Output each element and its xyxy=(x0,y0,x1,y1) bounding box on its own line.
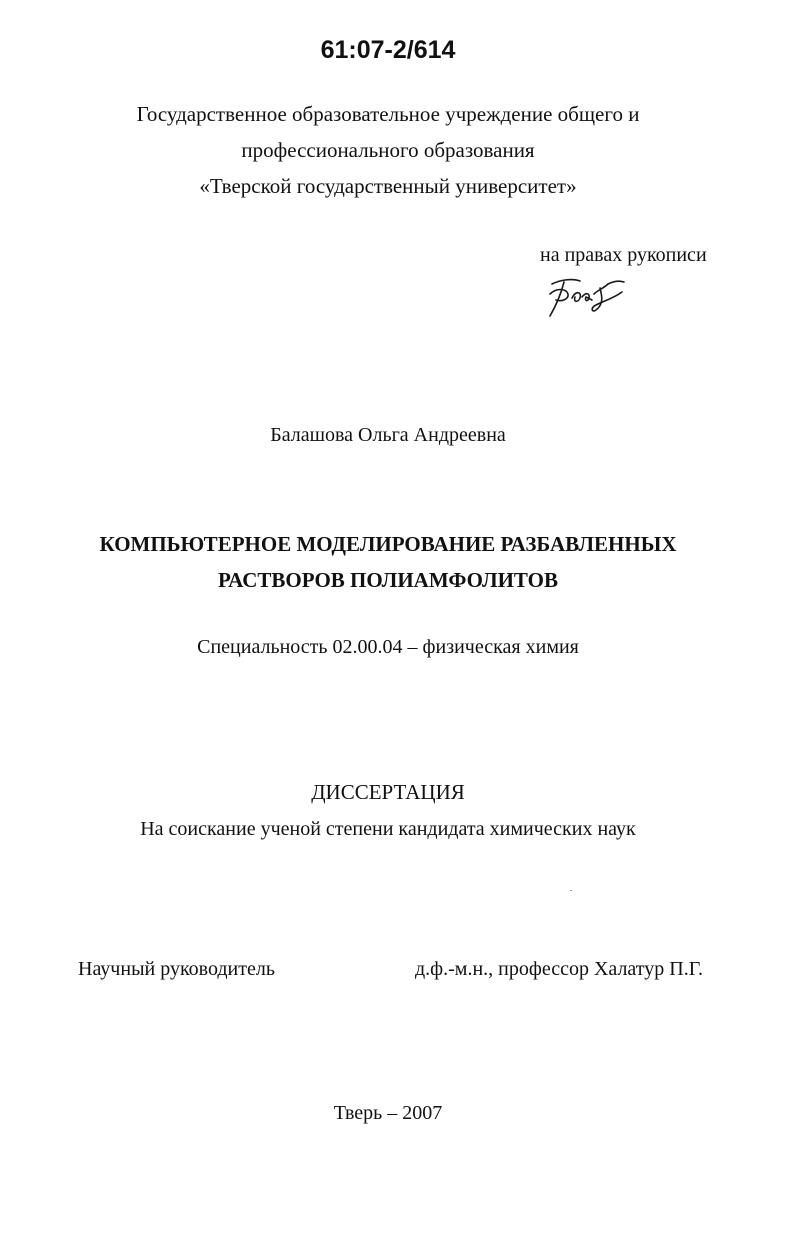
specialty: Специальность 02.00.04 – физическая химия xyxy=(197,636,579,658)
catalog-number: 61:07-2/614 xyxy=(320,36,456,64)
supervisor-name: д.ф.-м.н., профессор Халатур П.Г. xyxy=(415,958,704,980)
dissertation-title xyxy=(0,526,776,598)
supervisor-label: Научный руководитель xyxy=(78,958,275,980)
handwritten-signature xyxy=(538,272,638,320)
document-type: ДИССЕРТАЦИЯ xyxy=(311,780,465,804)
author-name: Балашова Ольга Андреевна xyxy=(270,424,506,446)
scan-speck xyxy=(570,890,572,891)
manuscript-rights: на правах рукописи xyxy=(540,244,707,266)
title-line-1: КОМПЬЮТЕРНОЕ МОДЕЛИРОВАНИЕ РАЗБАВЛЕННЫХ xyxy=(99,532,677,556)
city-year: Тверь – 2007 xyxy=(333,1102,443,1124)
institution-line-1: Государственное образовательное учреждение общего и xyxy=(136,102,640,126)
institution-line-2: профессионального образования xyxy=(241,138,535,162)
title-line-2: РАСТВОРОВ ПОЛИАМФОЛИТОВ xyxy=(217,568,559,592)
institution-line-3: «Тверской государственный университет» xyxy=(199,174,577,198)
degree-statement: На соискание ученой степени кандидата химических наук xyxy=(140,818,636,840)
institution-block xyxy=(0,96,776,204)
